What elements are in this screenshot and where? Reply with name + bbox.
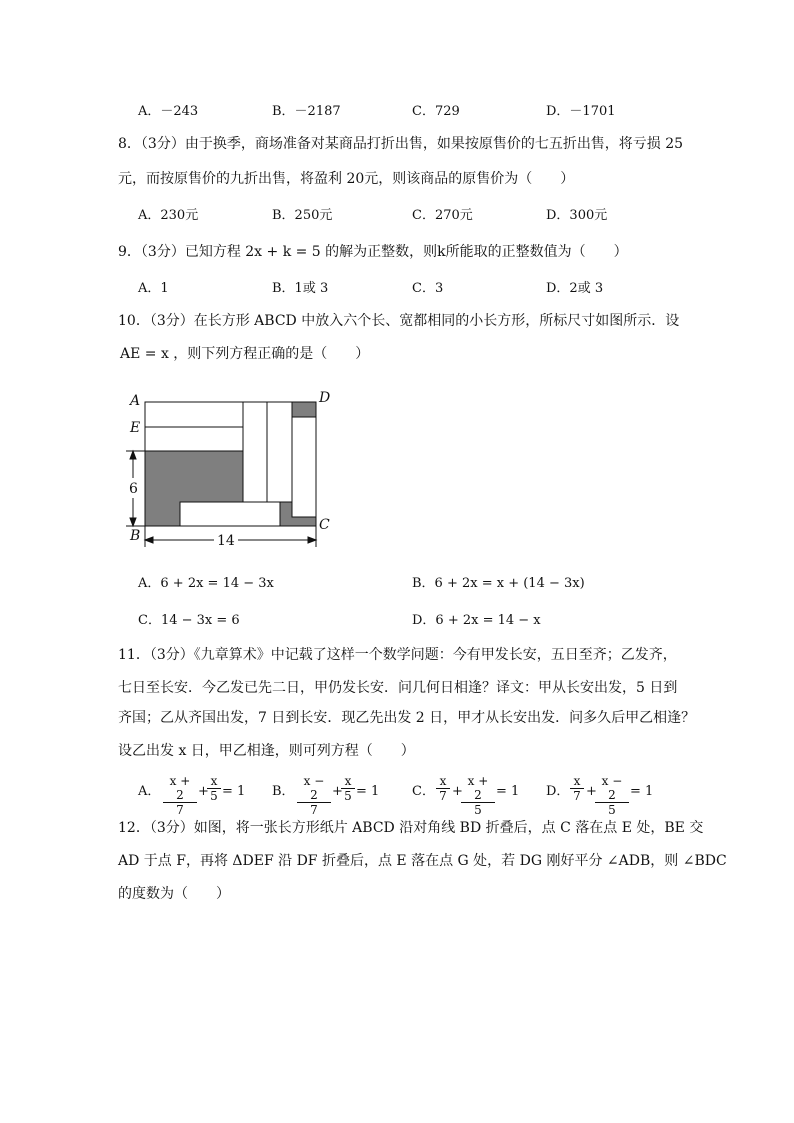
q10-small-rect-1: [145, 402, 243, 427]
q11-operator: +: [452, 784, 463, 799]
q11-fraction: $\frac{x - 2}{7}$: [297, 774, 331, 817]
q11-fraction: $\frac{x - 2}{5}$: [595, 774, 629, 817]
q10-rectangle-figure: [120, 385, 350, 555]
q10-small-rect-6: [180, 502, 280, 526]
q7-option-d[interactable]: D．－1701: [546, 104, 616, 119]
q11-operator: +: [586, 784, 597, 799]
q10-label-e: E: [130, 420, 141, 436]
q8-option-a[interactable]: A．230元: [138, 208, 199, 223]
q11-stem-line3: 齐国；乙从齐国出发，7 日到长安．现乙先出发 2 日，甲才从长安出发．问多久后甲乙相逢？: [118, 710, 696, 726]
q10-dimension-width: 14: [217, 533, 235, 549]
q11-rhs: = 1: [630, 784, 654, 799]
q12-stem-line1: 12．（3分）如图，将一张长方形纸片 ABCD 沿对角线 BD 折叠后，点 C 落在点 E 处，BE 交: [118, 820, 704, 836]
q10-small-rect-5: [292, 417, 316, 517]
q11-fraction: $\frac{x}{5}$: [207, 774, 221, 803]
q11-fraction: $\frac{x}{7}$: [436, 774, 450, 803]
q11-option-letter: D．: [546, 784, 570, 799]
q10-small-rect-3: [243, 402, 267, 502]
q8-option-d[interactable]: D．300元: [546, 208, 608, 223]
q9-stem-line1: 9．（3分）已知方程 2x + k = 5 的解为正整数，则k所能取的正整数值为（ ）: [118, 244, 628, 260]
q11-stem-line2: 七日至长安．今乙发已先二日，甲仍发长安．问几何日相逢？译文：甲从长安出发，5 日到: [118, 680, 678, 696]
q11-fraction: $\frac{x}{7}$: [570, 774, 584, 803]
q9-option-d[interactable]: D．2或 3: [546, 281, 604, 296]
q12-stem-line3: 的度数为（ ）: [118, 886, 230, 902]
q11-fraction: $\frac{x + 2}{5}$: [461, 774, 495, 817]
q11-option-letter: A．: [138, 784, 161, 799]
q11-rhs: = 1: [356, 784, 380, 799]
q11-operator: +: [198, 784, 209, 799]
q10-stem-line1: 10．（3分）在长方形 ABCD 中放入六个长、宽都相同的小长方形，所标尺寸如图所示．设: [118, 313, 680, 329]
q10-small-rect-2: [145, 427, 243, 451]
q10-label-c: C: [319, 517, 330, 533]
q12-stem-line2: AD 于点 F，再将 ΔDEF 沿 DF 折叠后，点 E 落在点 G 处，若 DG 刚好平分 ∠ADB，则 ∠BDC: [118, 853, 727, 869]
q10-option-a[interactable]: A．6 + 2x = 14 − 3x: [138, 576, 274, 591]
q7-option-b[interactable]: B．－2187: [272, 104, 341, 119]
q11-stem-line1: 11．（3分）《九章算术》中记载了这样一个数学问题：今有甲发长安，五日至齐；乙发齐，: [118, 647, 677, 663]
q10-small-rect-4: [267, 402, 292, 502]
q10-label-b: B: [130, 528, 141, 544]
q11-rhs: = 1: [496, 784, 520, 799]
q10-dimension-height: 6: [129, 481, 138, 497]
q11-rhs: = 1: [222, 784, 246, 799]
q10-stem-line2: AE = x ，则下列方程正确的是（ ）: [120, 346, 370, 362]
q11-stem-line4: 设乙出发 x 日，甲乙相逢，则可列方程（ ）: [118, 743, 415, 759]
q9-option-a[interactable]: A．1: [138, 281, 169, 296]
q8-stem-line2: 元，而按原售价的九折出售，将盈利 20元，则该商品的原售价为（ ）: [118, 171, 575, 187]
q11-fraction: $\frac{x}{5}$: [341, 774, 355, 803]
q11-option-letter: C．: [412, 784, 435, 799]
q10-option-c[interactable]: C．14 − 3x = 6: [138, 613, 240, 628]
q9-option-b[interactable]: B．1或 3: [272, 281, 329, 296]
q10-label-d: D: [319, 390, 331, 406]
q10-option-b[interactable]: B．6 + 2x = x + (14 − 3x): [412, 576, 585, 591]
q8-option-b[interactable]: B．250元: [272, 208, 333, 223]
q11-operator: +: [332, 784, 343, 799]
q8-stem-line1: 8．（3分）由于换季，商场准备对某商品打折出售，如果按原售价的七五折出售，将亏损 25: [118, 136, 684, 152]
q11-option-letter: B．: [272, 784, 295, 799]
q8-option-c[interactable]: C．270元: [412, 208, 473, 223]
q9-option-c[interactable]: C．3: [412, 281, 444, 296]
q7-option-c[interactable]: C．729: [412, 104, 460, 119]
q10-shaded-top-right: [292, 402, 316, 417]
q11-fraction: $\frac{x + 2}{7}$: [163, 774, 197, 817]
q10-option-d[interactable]: D．6 + 2x = 14 − x: [412, 613, 541, 628]
q10-label-a: A: [130, 393, 141, 409]
q7-option-a[interactable]: A．－243: [138, 104, 199, 119]
